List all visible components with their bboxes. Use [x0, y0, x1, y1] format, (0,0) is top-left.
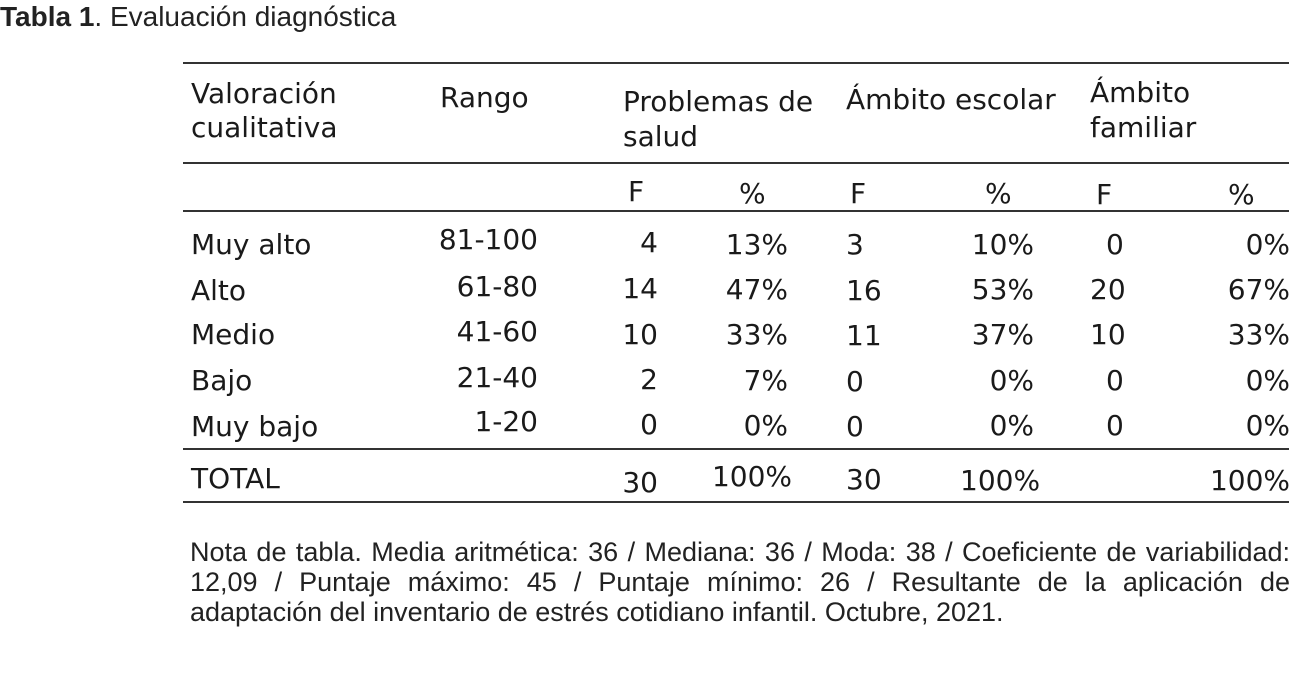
- subheader-es-pct: %: [985, 177, 1012, 210]
- row-fa-pct: 0%: [1245, 228, 1290, 261]
- total-ps-f: 30: [622, 466, 658, 499]
- row-rango: 1-20: [474, 405, 538, 438]
- row-label: Muy alto: [191, 228, 312, 261]
- row-label: Bajo: [191, 364, 253, 397]
- row-rango: 81-100: [438, 223, 538, 256]
- subheader-es-f: F: [850, 177, 867, 210]
- row-es-pct: 0%: [989, 364, 1034, 397]
- row-es-f: 11: [846, 319, 882, 352]
- row-rango: 41-60: [456, 315, 538, 348]
- header-rango: Rango: [440, 81, 529, 114]
- row-ps-f: 14: [622, 272, 658, 305]
- row-fa-f: 0: [1106, 228, 1124, 261]
- row-rango: 61-80: [456, 270, 538, 303]
- table-caption: [0, 0, 396, 34]
- row-es-f: 0: [846, 365, 864, 398]
- row-ps-pct: 47%: [725, 273, 788, 306]
- row-es-pct: 0%: [989, 409, 1034, 442]
- row-ps-pct: 7%: [743, 364, 788, 397]
- row-es-f: 16: [846, 274, 882, 307]
- header-ambito-familiar-line2: familiar: [1090, 111, 1197, 144]
- row-es-pct: 10%: [971, 228, 1034, 261]
- row-ps-f: 10: [622, 318, 658, 351]
- subheader-fa-pct: %: [1228, 178, 1255, 211]
- subheader-bottom-rule: [183, 210, 1289, 212]
- row-es-pct: 53%: [971, 273, 1034, 306]
- subheader-ps-f: F: [628, 175, 645, 208]
- row-fa-pct: 0%: [1245, 364, 1290, 397]
- row-es-pct: 37%: [971, 318, 1034, 351]
- total-fa-pct: 100%: [1209, 464, 1290, 497]
- row-label: Muy bajo: [191, 410, 319, 443]
- row-label: Alto: [191, 274, 247, 307]
- row-ps-f: 2: [640, 363, 658, 396]
- total-top-rule: [183, 448, 1289, 450]
- row-es-f: 3: [846, 228, 864, 261]
- row-ps-pct: 13%: [725, 228, 788, 261]
- row-ps-pct: 0%: [743, 409, 788, 442]
- header-problemas-line2: salud: [623, 120, 699, 153]
- header-problemas-line1: Problemas de: [623, 85, 814, 118]
- row-ps-pct: 33%: [725, 318, 788, 351]
- row-fa-pct: 67%: [1227, 273, 1290, 306]
- header-ambito-escolar: Ámbito escolar: [846, 83, 1056, 116]
- table-top-rule: [183, 62, 1289, 64]
- table-note: Nota de tabla. Media aritmética: 36 / Mediana: 36 / Moda: 38 / Coeficiente de variabilidad: 12,09 / Puntaje máximo: 45 / Puntaje mínimo: 26 / Resultante de la aplicación de adaptación del inventario de estrés cotidiano infantil. Octubre, 2021.: [190, 537, 1290, 627]
- row-fa-f: 0: [1106, 409, 1124, 442]
- row-es-f: 0: [846, 410, 864, 443]
- caption-text: . Evaluación diagnóstica: [94, 1, 397, 32]
- header-bottom-rule: [183, 162, 1289, 164]
- row-fa-pct: 0%: [1245, 409, 1290, 442]
- caption-label: Tabla 1: [0, 1, 95, 32]
- header-valoracion-line1: Valoración: [191, 77, 337, 110]
- total-es-f: 30: [846, 463, 882, 496]
- header-ambito-familiar-line1: Ámbito: [1090, 76, 1191, 109]
- subheader-fa-f: F: [1096, 178, 1113, 211]
- row-fa-f: 10: [1090, 318, 1126, 351]
- row-fa-pct: 33%: [1227, 318, 1290, 351]
- table-bottom-rule: [183, 501, 1289, 503]
- row-fa-f: 20: [1090, 273, 1126, 306]
- row-rango: 21-40: [456, 361, 538, 394]
- total-ps-pct: 100%: [711, 460, 792, 493]
- row-ps-f: 4: [640, 226, 658, 259]
- row-ps-f: 0: [640, 408, 658, 441]
- row-label: Medio: [191, 318, 276, 351]
- subheader-ps-pct: %: [739, 177, 766, 210]
- total-label: TOTAL: [191, 462, 280, 495]
- header-valoracion-line2: cualitativa: [191, 111, 338, 144]
- row-fa-f: 0: [1106, 364, 1124, 397]
- total-es-pct: 100%: [960, 464, 1041, 497]
